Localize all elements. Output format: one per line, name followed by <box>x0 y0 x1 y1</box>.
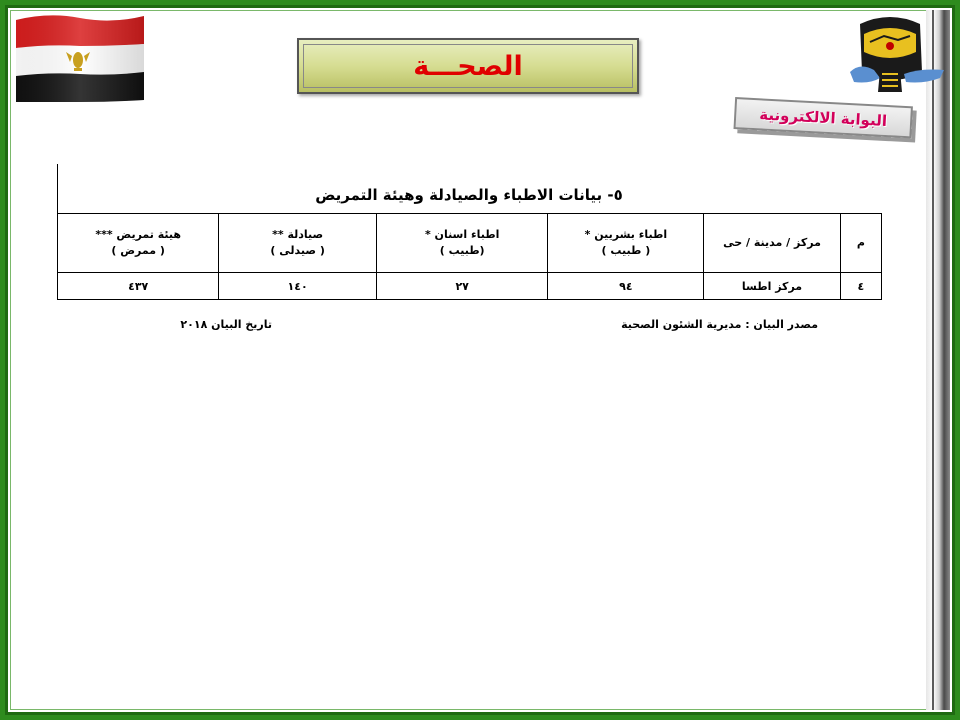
cell-doctors: ٩٤ <box>548 273 704 300</box>
egypt-flag-icon <box>14 12 146 102</box>
page-title-banner <box>297 38 639 94</box>
cell-dentists: ٢٧ <box>376 273 548 300</box>
right-decorative-bar <box>926 10 950 710</box>
page-title: الصحـــة <box>303 44 633 88</box>
column-header-center: مركز / مدينة / حى <box>704 214 840 273</box>
column-header-dentists: اطباء اسنان * (طبيب ) <box>376 214 548 273</box>
section-heading: ٥- بيانات الاطباء والصيادلة وهيئة التمريض <box>315 186 623 204</box>
column-header-doctors: اطباء بشريين * ( طبيب ) <box>548 214 704 273</box>
cell-center: مركز اطسا <box>704 273 840 300</box>
column-header-index: م <box>840 214 881 273</box>
health-staff-table <box>57 213 882 300</box>
portal-label[interactable]: البوابة الالكترونية <box>734 97 913 138</box>
table-header-row <box>58 214 882 273</box>
cell-index: ٤ <box>840 273 881 300</box>
data-date-note: تاريخ البيان ٢٠١٨ <box>180 318 272 331</box>
cell-nurses: ٤٣٧ <box>58 273 219 300</box>
cell-pharmacists: ١٤٠ <box>219 273 377 300</box>
table-row <box>58 273 882 300</box>
right-bar-line <box>932 10 934 710</box>
data-source-note: مصدر البيان : مديرية الشئون الصحية <box>621 318 818 331</box>
column-header-nurses: هيئة تمريض *** ( ممرض ) <box>58 214 219 273</box>
governorate-emblem-icon <box>840 12 946 102</box>
column-header-pharmacists: صيادلة ** ( صيدلى ) <box>219 214 377 273</box>
